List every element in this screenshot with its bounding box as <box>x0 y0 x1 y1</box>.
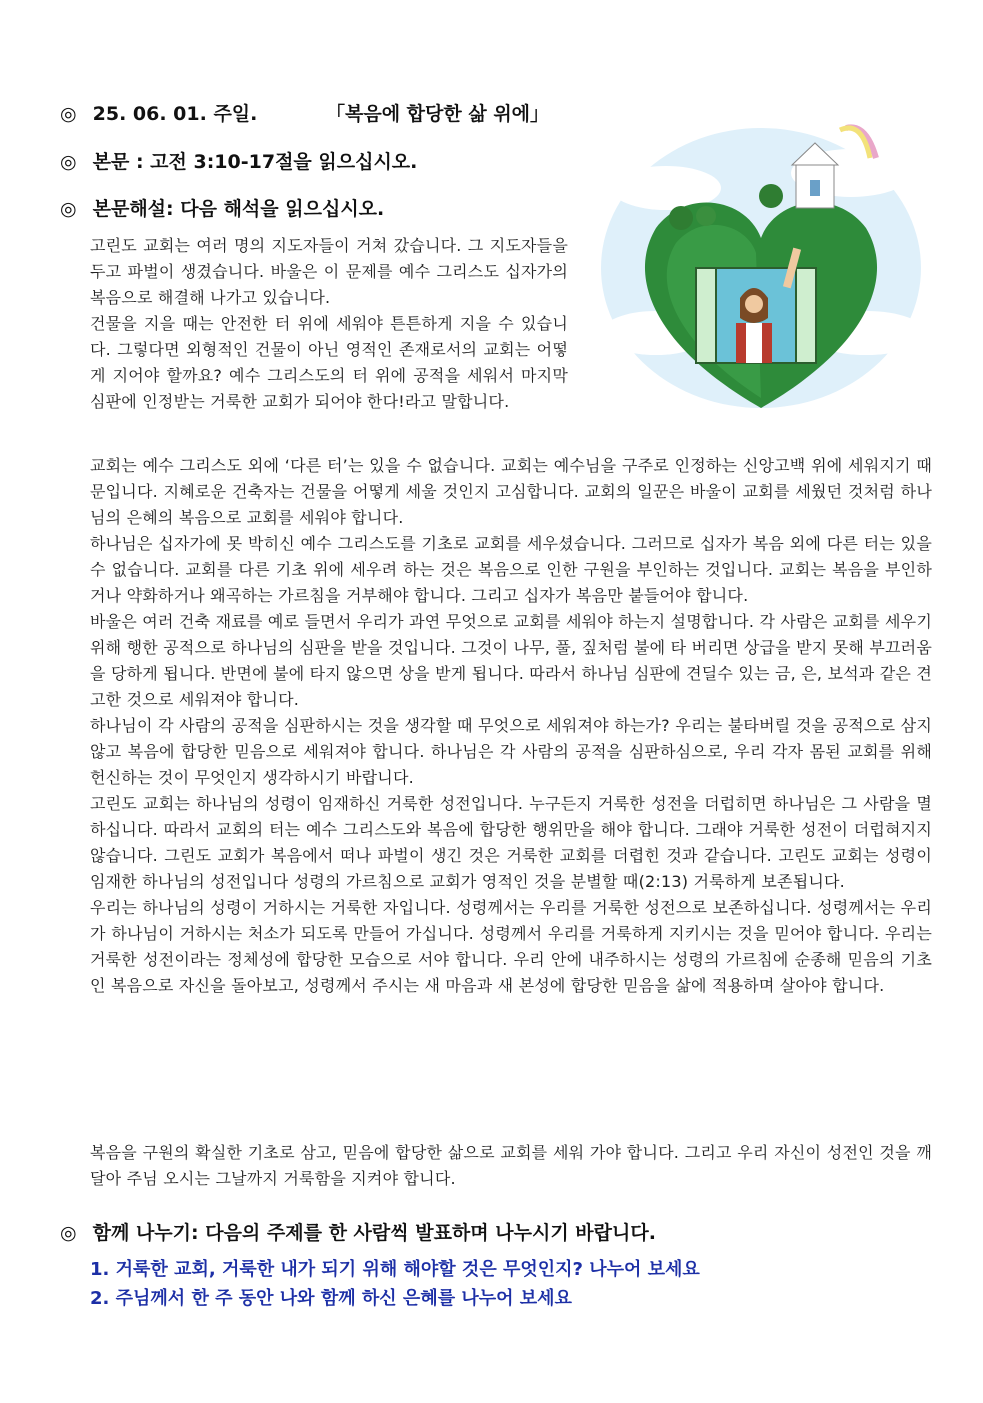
commentary-closing <box>90 1140 932 1192</box>
sharing-question-2: 2. 주님께서 한 주 동안 나와 함께 하신 은혜를 나누어 보세요 <box>90 1288 572 1309</box>
heart-house-illustration <box>596 118 926 448</box>
body-paragraph: 고린도 교회는 하나님의 성령이 임재하신 거룩한 성전입니다. 누구든지 거룩한 성전을 더럽히면 하나님은 그 사람을 멸하십니다. 따라서 교회의 터는 예수 그리스도와 복음에 합당한 행위만을 해야 합니다. 그래야 거룩한 성전이 더럽혀지지 않습니다. 그린도 교회가 복음에서 떠나 파벌이 생긴 것은 거룩한 교회를 더렵힌 것과 같습니다. 고린도 교회는 성령이 임재한 하나님의 성전입니다 성령의 가르침으로 교회가 영적인 것을 분별할 때(2:13) 거룩하게 보존됩니다. <box>90 794 932 891</box>
scripture-text: 본문 : 고전 3:10-17절을 읽으십시오. <box>92 151 418 173</box>
header-mark: ◎ <box>60 103 77 125</box>
sermon-header <box>60 99 549 126</box>
commentary-body <box>90 453 932 999</box>
scripture-mark: ◎ <box>60 151 77 173</box>
sharing-question-1: 1. 거룩한 교회, 거룩한 내가 되기 위해 해야할 것은 무엇인지? 나누어 보세요 <box>90 1259 700 1280</box>
commentary-mark: ◎ <box>60 198 77 220</box>
intro-paragraph: 고린도 교회는 여러 명의 지도자들이 거쳐 갔습니다. 그 지도자들을 두고 파벌이 생겼습니다. 바울은 이 문제를 예수 그리스도 십자가의 복음으로 해결해 나가고 있습니다. <box>90 236 568 307</box>
body-paragraph: 하나님은 십자가에 못 박히신 예수 그리스도를 기초로 교회를 세우셨습니다. 그러므로 십자가 복음 외에 다른 터는 있을 수 없습니다. 교회를 다른 기초 위에 세우려 하는 것은 복음으로 인한 구원을 부인하는 것입니다. 교회는 복음을 부인하거나 약화하거나 왜곡하는 가르침을 거부해야 합니다. 그리고 십자가 복음만 붙들어야 합니다. <box>90 534 932 605</box>
sharing-heading <box>60 1218 656 1245</box>
closing-paragraph: 복음을 구원의 확실한 기초로 삼고, 믿음에 합당한 삶으로 교회를 세워 가야 합니다. 그리고 우리 자신이 성전인 것을 깨달아 주님 오시는 그날까지 거룩함을 지켜야 합니다. <box>90 1143 932 1188</box>
body-paragraph: 우리는 하나님의 성령이 거하시는 거룩한 자입니다. 성령께서는 우리를 거룩한 성전으로 보존하십니다. 성령께서는 우리가 하나님이 거하시는 처소가 되도록 만들어 가십니다. 성령께서 우리를 거룩하게 지키시는 것을 믿어야 합니다. 우리는 거룩한 성전이라는 정체성에 합당한 모습으로 서야 합니다. 우리 안에 내주하시는 성령의 가르침에 순종해 믿음의 기초인 복음으로 자신을 돌아보고, 성령께서 주시는 새 마음과 새 본성에 합당한 믿음을 삶에 적용하며 살아야 합니다. <box>90 898 932 995</box>
body-paragraph: 하나님이 각 사람의 공적을 심판하시는 것을 생각할 때 무엇으로 세워져야 하는가? 우리는 불타버릴 것을 공적으로 삼지 않고 복음에 합당한 믿음으로 세워져야 합니다. 하나님은 각 사람의 공적을 심판하심으로, 우리 각자 몸된 교회를 위해 헌신하는 것이 무엇인지 생각하시기 바랍니다. <box>90 716 932 787</box>
sermon-title: 「복음에 합당한 삶 위에」 <box>326 103 550 125</box>
commentary-heading-text: 본문해설: 다음 해석을 읽으십시오. <box>92 198 385 220</box>
scripture-heading <box>60 147 417 174</box>
body-paragraph: 교회는 예수 그리스도 외에 ‘다른 터’는 있을 수 없습니다. 교회는 예수님을 구주로 인정하는 신앙고백 위에 세워지기 때문입니다. 지혜로운 건축자는 건물을 어떻게 세울 것인지 고심합니다. 교회의 일꾼은 바울이 교회를 세웠던 것처럼 하나님의 은혜의 복음으로 교회를 세워야 합니다. <box>90 456 932 527</box>
commentary-heading <box>60 194 384 221</box>
sharing-heading-text: 함께 나누기: 다음의 주제를 한 사람씩 발표하며 나누시기 바랍니다. <box>92 1222 656 1244</box>
sermon-date: 25. 06. 01. 주일. <box>92 103 258 125</box>
body-paragraph: 바울은 여러 건축 재료를 예로 들면서 우리가 과연 무엇으로 교회를 세워야 하는지 설명합니다. 각 사람은 교회를 세우기 위해 행한 공적으로 하나님의 심판을 받을 것입니다. 그것이 나무, 풀, 짚처럼 불에 타 버리면 상급을 받지 못해 부끄러움을 당하게 됩니다. 반면에 불에 타지 않으면 상을 받게 됩니다. 따라서 하나님 심판에 견딜수 있는 금, 은, 보석과 같은 견고한 것으로 세워져야 합니다. <box>90 612 932 709</box>
intro-paragraph: 건물을 지을 때는 안전한 터 위에 세워야 튼튼하게 지을 수 있습니다. 그렇다면 외형적인 건물이 아닌 영적인 존재로서의 교회는 어떻게 지어야 할까요? 예수 그리스도의 터 위에 공적을 세워서 마지막 심판에 인정받는 거룩한 교회가 되어야 한다!라고 말합니다. <box>90 314 568 411</box>
sharing-mark: ◎ <box>60 1222 77 1244</box>
commentary-intro <box>90 233 568 415</box>
